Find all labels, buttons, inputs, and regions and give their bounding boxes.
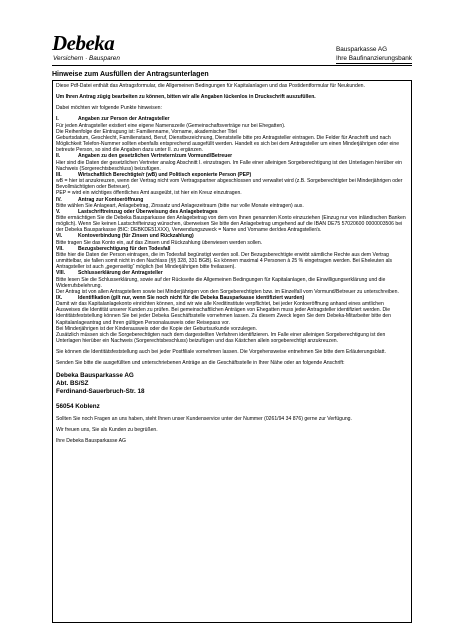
signature-line: Ihre Debeka Bausparkasse AG [56,437,126,444]
instructions-box [52,80,412,623]
section-number: VII. [56,245,64,252]
section-3 [56,172,408,197]
section-number: IX. [56,295,63,301]
section-6 [56,233,408,245]
section-number: VI. [56,233,63,240]
address-city: 56054 Koblenz [56,402,100,410]
section-text: Bei Minderjährigen ist der Kinderausweis oder die Kopie der Geburtsurkunde vorzulegen. [56,325,258,332]
section-number: II. [56,153,61,160]
address-department: Abt. BS/SZ [56,379,89,387]
section-5 [56,209,408,234]
section-heading: Wirtschaftlich Berechtigte/r (wB) und Politisch exponierte Person (PEP) [78,171,252,178]
header-divider [52,65,412,66]
section-8 [56,270,408,295]
section-heading: Kontoverbindung (für Zinsen und Rückzahlung) [78,233,194,240]
section-heading: Identifikation (gilt nur, wenn Sie noch nicht für die Debeka Bausparkasse identifiziert wurden) [78,295,305,301]
section-text: Bitte wählen Sie Anlageart, Anlagebetrag, Zinssatz und Anlagezeitraum (bitte nur volle Monate eintragen) aus. [56,202,304,209]
address-street: Ferdinand-Sauerbruch-Str. 18 [56,387,145,395]
intro-lead: Dabei möchten wir folgende Punkte hinweisen: [56,105,162,112]
section-number: III. [56,171,62,178]
section-text: Bitte hier die Daten der Person eintragen, die im Todesfall begünstigt werden soll. Der Bezugsberechtigte erwirbt sämtliche Rechte aus dem Vertrag unmittelbar, sie fallen somit nicht in den Nachlass (§§ 328, 331 BGB). Es können maximal 4 Personen à 25 % eingetragen werden. Bei Eheleuten als Antragsteller ist auch „gegenseitig“ möglich (bei Minderjährigen bitte freilassen). [56,251,393,271]
section-7 [56,246,408,271]
section-1 [56,116,408,153]
section-text: Geburtsdatum, Geschlecht, Familienstand, Beruf, Dienstbezeichnung, Dienststelle bitte pro Antragsteller eintragen. Die Felder für Anschrift und nach Möglichkeit Telefon-Nummer sollten ebenfalls entsprechend ausgefüllt werden. Handelt es sich bei dem Antragsteller um einen Minderjährigen oder eine betreute Person, so sind die Angaben dazu unter II. zu ergänzen. [56,134,400,154]
section-number: V. [56,208,61,215]
section-heading: Bezugsberechtigung für den Todesfall [78,245,171,252]
document-title: Hinweise zum Ausfüllen der Antragsunterlagen [52,71,209,78]
section-heading: Angaben zur Person der Antragsteller [78,116,170,123]
section-heading: Lastschriftreinzug oder Überweisung des Anlagebetrages [78,208,218,215]
footer-text: Wir freuen uns, Sie als Kunden zu begrüßen. [56,426,158,433]
footer-text: Sollten Sie noch Fragen an uns haben, steht Ihnen unser Kundenservice unter der Nummer (0261/94 34 876) gerne zur Verfügung. [56,415,352,422]
section-text: Für jeden Antragsteller existiert eine eigene Namenszeile (Gemeinschaftsverträge nur bei Ehegatten). [56,122,286,129]
closing-text: Senden Sie bitte die ausgefüllten und unterschriebenen Anträge an die Geschäftsstelle in Ihrer Nähe oder an folgende Anschrift: [56,360,345,367]
section-text: Damit wir das Kapitalanlagekonto einrichten können, sind wir wie alle Kreditinstitute verpflichtet, bei jeder Kontoeröffnung anhand eines amtlichen Ausweises die Identität unserer Kunden zu prüfen. Bei gemeinschaftlichen Anträgen von Ehegatten muss jeder Antragsteller identifiziert werden. Die Identitätsfeststellung können Sie bei jeder Debeka Geschäftsstelle vornehmen lassen. Zu diesem Zweck legen Sie dem Debeka-Mitarbeiter bitte den Kapitalanlageantrag und Ihren gültigen Personalausweis oder Reisepass vor. [56,301,391,326]
section-text: Bitte ermächtigen Sie die Debeka Bausparkasse den Anlagebetrag von dem von Ihnen genannten Konto einzuziehen (Einzug nur von inländischen Banken möglich). Wenn Sie keinen Lastschrifteinzug wünschen, überweisen Sie bitte den Anlagebetrag umgehend auf die IBAN DE75 57020600 0000003506 bei der Debeka Bausparkasse (BIC: DEBKDE51XXX), Verwendungszweck = Name und Vorname der/des Antragsteller/s. [56,214,406,234]
bank-slogan: Ihre Baufinanzierungsbank [336,55,412,65]
section-text: Der Antrag ist von allen Antragstellern sowie bei Minderjährigen von den Sorgeberechtigten bzw. im Einzelfall vom Vormund/Betreuer zu unterschreiben. [56,288,399,295]
section-2 [56,153,408,171]
address-company: Debeka Bausparkasse AG [56,371,134,379]
section-text: wB = hier ist anzukreuzen, wenn der Vertrag nicht vom Vertragspartner abgeschlossen und verwaltet wird (z.B. Sorgeberechtigter bei Minderjährigen oder Bevollmächtigten oder Betreuer). [56,178,403,191]
section-number: VIII. [56,270,66,277]
bank-name-block [336,46,412,64]
section-heading: Angaben zu den gesetzlichen Vertretern/zum Vormund/Betreuer [78,153,233,160]
section-text: Bitte lesen Sie die Schlusserklärung, sowie auf der Rückseite die Allgemeinen Bedingungen für Kapitalanlagen, die Einwilligungserklärung und die Widerrufsbelehrung. [56,276,386,289]
section-number: IV. [56,196,62,203]
section-heading: Antrag zur Kontoeröffnung [78,196,144,203]
section-heading: Schlusserklärung der Antragsteller [78,270,163,277]
section-text: Zusätzlich müssen sich die Sorgeberechtigten nach dem dargestellten Verfahren identifizieren. Im Falle einer alleinigen Sorgeberechtigung ist den Unterlagen hierüber ein Nachweis (Sorgerechtsbeschluss) beizufügen und das Kästchen allein sorgeberechtigt anzukreuzen. [56,331,386,345]
section-text: Die Reihenfolge der Eintragung ist: Familienname, Vorname, akademischer Titel [56,128,237,135]
mailing-address [56,372,408,411]
bank-name: Bausparkasse AG [335,46,388,53]
debeka-logo: Debeka [52,31,115,55]
section-number: I. [56,116,59,123]
section-text: Hier sind die Daten der gesetzlichen Vertreter analog Abschnitt I. einzutragen. Im Falle einer alleinigen Sorgeberechtigung ist den Unterlagen hierüber ein Nachweis (Sorgerechtsbeschluss) beizufügen. [56,159,403,172]
section-9 [56,295,408,344]
section-text: PEP = wird ein wichtiges öffentliches Amt ausgeübt, ist hier ein Kreuz einzutragen. [56,190,242,197]
logo-tagline: Versichern · Bausparen [53,55,120,62]
section-4 [56,197,408,209]
section-text: Bitte tragen Sie das Konto ein, auf das Zinsen und Rückzahlung überwiesen werden sollen. [56,239,263,246]
intro-emphasis: Um Ihren Antrag zügig bearbeiten zu können, bitten wir alle Angaben lückenlos in Druckschrift auszufüllen. [56,94,316,101]
closing-text: Sie können die Identitätsfeststellung auch bei jeder Postfiliale vornehmen lassen. Die Vorgehensweise entnehmen Sie bitte dem Erläuterungsblatt. [56,349,386,356]
intro-text: Diese Pdf-Datei enthält das Antragsformular, die Allgemeinen Bedingungen für Kapitalanlagen und das Postidentformular für Neukunden. [56,83,365,89]
